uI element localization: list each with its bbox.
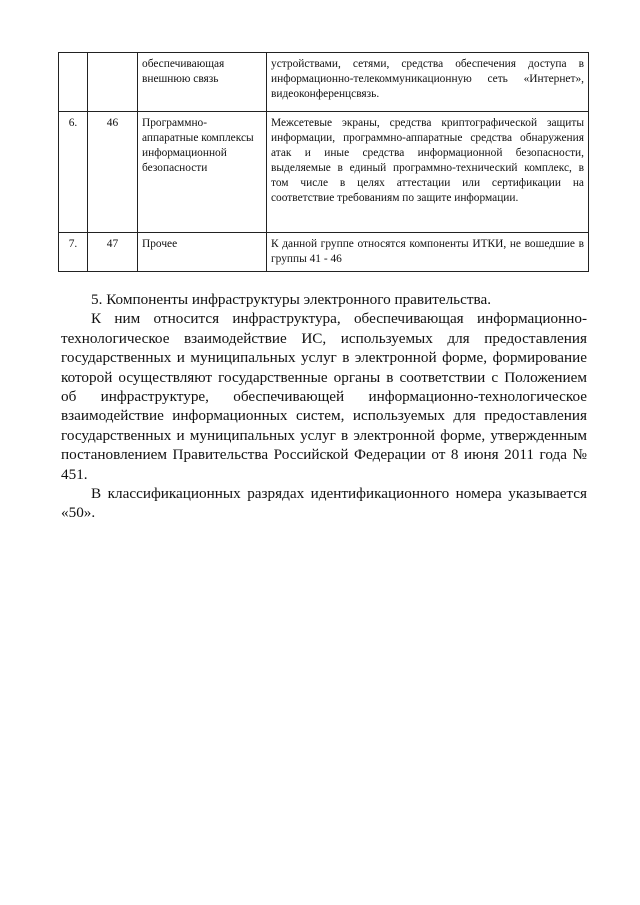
group-description-cell: К данной группе относятся компоненты ИТКИ, не вошедшие в группы 41 - 46 — [267, 233, 589, 272]
table-row — [59, 112, 589, 233]
group-description-cell: Межсетевые экраны, средства криптографической защиты информации, программно-аппаратные средства обнаружения атак и иные средства информационной безопасности, выделяемые в единый программно-технический комплекс, в том числе в целях аттестации или сертификации на соответствие требованиям по защите информации. — [267, 112, 589, 233]
group-code-cell — [88, 53, 138, 112]
classification-table — [58, 52, 589, 272]
group-code-cell: 46 — [88, 112, 138, 233]
body-text — [61, 290, 587, 523]
table-row — [59, 53, 589, 112]
group-name-cell: Программно-аппаратные комплексы информационной безопасности — [138, 112, 267, 233]
section-heading: 5. Компоненты инфраструктуры электронного правительства. — [91, 291, 491, 308]
row-number-cell: 7. — [59, 233, 88, 272]
row-number-cell: 6. — [59, 112, 88, 233]
row-number-cell — [59, 53, 88, 112]
group-name-cell: обеспечивающая внешнюю связь — [138, 53, 267, 112]
table-row — [59, 233, 589, 272]
body-paragraph: К ним относится инфраструктура, обеспечивающая информационно-технологическое взаимодействие ИС, используемых для предоставления государственных и муниципальных услуг в электронной форме, формирование которой осуществляют государственные органы в соответствии с Положением об инфраструктуре, обеспечивающей информационно-технологическое взаимодействие информационных систем, используемых для предоставления государственных и муниципальных услуг в электронной форме, утвержденным постановлением Правительства Российской Федерации от 8 июня 2011 года № 451. — [61, 310, 587, 483]
group-description-cell: устройствами, сетями, средства обеспечения доступа в информационно-телекоммуникационную сеть «Интернет», видеоконференцсвязь. — [267, 53, 589, 112]
group-name-cell: Прочее — [138, 233, 267, 272]
body-paragraph: В классификационных разрядах идентификационного номера указывается «50». — [61, 485, 587, 522]
group-code-cell: 47 — [88, 233, 138, 272]
